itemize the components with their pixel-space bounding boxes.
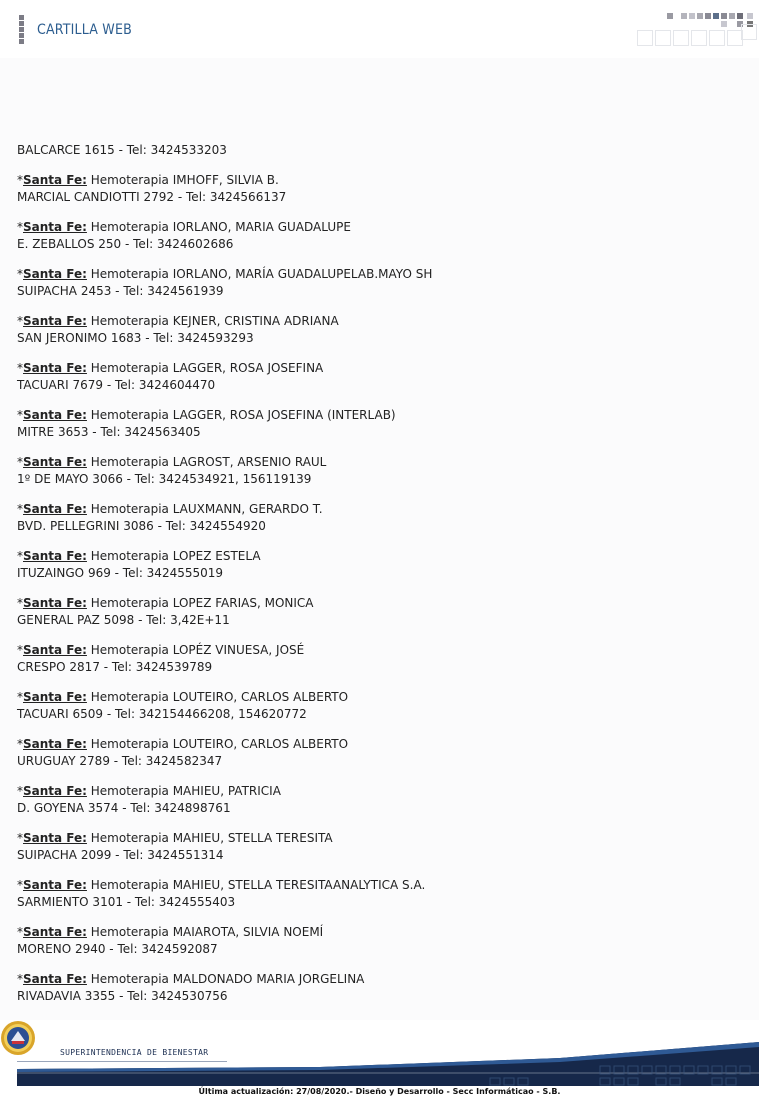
entry-prefix: * xyxy=(17,455,23,469)
entry-city: Santa Fe: xyxy=(23,502,87,516)
entry-description: Hemoterapia MAIAROTA, SILVIA NOEMÍ xyxy=(86,925,324,939)
entry-provider-line xyxy=(17,454,737,471)
entry-description: Hemoterapia LOPÉZ VINUESA, JOSÉ xyxy=(86,643,305,657)
entry-prefix: * xyxy=(17,173,23,187)
entry-description: Hemoterapia MAHIEU, STELLA TERESITAANALYTICA S.A. xyxy=(86,878,426,892)
listing-entry xyxy=(17,877,737,911)
entry-provider-line xyxy=(17,689,737,706)
entry-provider-line xyxy=(17,736,737,753)
entry-provider-line xyxy=(17,971,737,988)
entry-city: Santa Fe: xyxy=(23,737,87,751)
entry-prefix: * xyxy=(17,267,23,281)
logo-bar-segment xyxy=(19,33,24,38)
listing-entry xyxy=(17,407,737,441)
listing xyxy=(17,142,737,1005)
entry-description: Hemoterapia MAHIEU, STELLA TERESITA xyxy=(86,831,333,845)
listing-entry xyxy=(17,360,737,394)
entry-city: Santa Fe: xyxy=(23,784,87,798)
entry-city: Santa Fe: xyxy=(23,972,87,986)
entry-city: Santa Fe: xyxy=(23,596,87,610)
entry-address: SUIPACHA 2099 - Tel: 3424551314 xyxy=(17,848,224,862)
entry-address: D. GOYENA 3574 - Tel: 3424898761 xyxy=(17,801,231,815)
entry-description: Hemoterapia IORLANO, MARIA GUADALUPE xyxy=(86,220,351,234)
entry-description: Hemoterapia LAUXMANN, GERARDO T. xyxy=(86,502,323,516)
entry-description: Hemoterapia KEJNER, CRISTINA ADRIANA xyxy=(86,314,339,328)
entry-city: Santa Fe: xyxy=(23,267,87,281)
header-decoration xyxy=(629,10,759,50)
listing-entry xyxy=(17,595,737,629)
entry-address: TACUARI 7679 - Tel: 3424604470 xyxy=(17,378,216,392)
logo-bar-segment xyxy=(19,15,24,20)
entry-city: Santa Fe: xyxy=(23,878,87,892)
entry-prefix: * xyxy=(17,690,23,704)
listing-content xyxy=(0,58,759,1020)
listing-entry xyxy=(17,454,737,488)
entry-description: Hemoterapia IORLANO, MARÍA GUADALUPELAB.MAYO SH xyxy=(86,267,433,281)
entry-description: Hemoterapia LAGGER, ROSA JOSEFINA (INTERLAB) xyxy=(86,408,396,422)
listing-entry xyxy=(17,501,737,535)
entry-city: Santa Fe: xyxy=(23,173,87,187)
entry-city: Santa Fe: xyxy=(23,220,87,234)
entry-provider-line xyxy=(17,407,737,424)
entry-city: Santa Fe: xyxy=(23,831,87,845)
entry-address: MARCIAL CANDIOTTI 2792 - Tel: 3424566137 xyxy=(17,190,287,204)
entry-city: Santa Fe: xyxy=(23,314,87,328)
entry-address: ITUZAINGO 969 - Tel: 3424555019 xyxy=(17,566,224,580)
logo-bar-segment xyxy=(19,27,24,32)
entry-provider-line xyxy=(17,360,737,377)
entry-description: Hemoterapia IMHOFF, SILVIA B. xyxy=(86,173,279,187)
entry-address: E. ZEBALLOS 250 - Tel: 3424602686 xyxy=(17,237,234,251)
logo-bar-segment xyxy=(19,21,24,26)
entry-city: Santa Fe: xyxy=(23,408,87,422)
entry-prefix: * xyxy=(17,972,23,986)
entry-address: TACUARI 6509 - Tel: 342154466208, 154620772 xyxy=(17,707,307,721)
entry-provider-line xyxy=(17,924,737,941)
entry-description: Hemoterapia LAGROST, ARSENIO RAUL xyxy=(86,455,327,469)
entry-prefix: * xyxy=(17,784,23,798)
site-title: CARTILLA WEB xyxy=(37,22,132,38)
entry-prefix: * xyxy=(17,737,23,751)
listing-entry xyxy=(17,642,737,676)
entry-address: CRESPO 2817 - Tel: 3424539789 xyxy=(17,660,213,674)
entry-description: Hemoterapia LOPEZ ESTELA xyxy=(86,549,261,563)
entry-address: MITRE 3653 - Tel: 3424563405 xyxy=(17,425,201,439)
entry-prefix: * xyxy=(17,831,23,845)
entry-city: Santa Fe: xyxy=(23,925,87,939)
listing-entry xyxy=(17,313,737,347)
entry-description: Hemoterapia LOUTEIRO, CARLOS ALBERTO xyxy=(86,690,349,704)
entry-provider-line xyxy=(17,266,737,283)
listing-entry xyxy=(17,830,737,864)
listing-entry xyxy=(17,689,737,723)
entry-prefix: * xyxy=(17,596,23,610)
entry-address: SAN JERONIMO 1683 - Tel: 3424593293 xyxy=(17,331,254,345)
entry-address: 1º DE MAYO 3066 - Tel: 3424534921, 156119139 xyxy=(17,472,312,486)
entry-prefix: * xyxy=(17,502,23,516)
entry-prefix: * xyxy=(17,878,23,892)
entry-description: Hemoterapia MAHIEU, PATRICIA xyxy=(86,784,281,798)
entry-provider-line xyxy=(17,548,737,565)
entry-address: URUGUAY 2789 - Tel: 3424582347 xyxy=(17,754,223,768)
entry-description: Hemoterapia LOPEZ FARIAS, MONICA xyxy=(86,596,314,610)
entry-city: Santa Fe: xyxy=(23,690,87,704)
entry-provider-line xyxy=(17,642,737,659)
entry-address: GENERAL PAZ 5098 - Tel: 3,42E+11 xyxy=(17,613,230,627)
entry-prefix: * xyxy=(17,220,23,234)
listing-entry xyxy=(17,924,737,958)
continued-address: BALCARCE 1615 - Tel: 3424533203 xyxy=(17,143,227,157)
entries-list xyxy=(17,172,737,1005)
entry-provider-line xyxy=(17,783,737,800)
entry-address: SARMIENTO 3101 - Tel: 3424555403 xyxy=(17,895,236,909)
listing-entry xyxy=(17,266,737,300)
entry-description: Hemoterapia LOUTEIRO, CARLOS ALBERTO xyxy=(86,737,349,751)
entry-description: Hemoterapia MALDONADO MARIA JORGELINA xyxy=(86,972,365,986)
listing-entry xyxy=(17,548,737,582)
entry-city: Santa Fe: xyxy=(23,361,87,375)
logo-bar-segment xyxy=(19,39,24,44)
entry-address: RIVADAVIA 3355 - Tel: 3424530756 xyxy=(17,989,228,1003)
listing-entry xyxy=(17,783,737,817)
listing-entry xyxy=(17,172,737,206)
listing-entry xyxy=(17,219,737,253)
entry-city: Santa Fe: xyxy=(23,549,87,563)
entry-provider-line xyxy=(17,501,737,518)
entry-prefix: * xyxy=(17,925,23,939)
entry-city: Santa Fe: xyxy=(23,643,87,657)
organization-name: SUPERINTENDENCIA DE BIENESTAR xyxy=(60,1048,209,1057)
entry-provider-line xyxy=(17,830,737,847)
entry-description: Hemoterapia LAGGER, ROSA JOSEFINA xyxy=(86,361,324,375)
entry-city: Santa Fe: xyxy=(23,455,87,469)
entry-address: BVD. PELLEGRINI 3086 - Tel: 3424554920 xyxy=(17,519,266,533)
entry-provider-line xyxy=(17,595,737,612)
entry-provider-line xyxy=(17,313,737,330)
entry-provider-line xyxy=(17,219,737,236)
entry-prefix: * xyxy=(17,314,23,328)
entry-address: MORENO 2940 - Tel: 3424592087 xyxy=(17,942,218,956)
entry-prefix: * xyxy=(17,549,23,563)
entry-provider-line xyxy=(17,877,737,894)
last-updated-text: Última actualización: 27/08/2020.- Diseño y Desarrollo - Secc Informáticao - S.B. xyxy=(198,1087,561,1096)
entry-prefix: * xyxy=(17,408,23,422)
listing-entry xyxy=(17,736,737,770)
superintendencia-seal-icon xyxy=(0,1020,36,1056)
entry-address: SUIPACHA 2453 - Tel: 3424561939 xyxy=(17,284,224,298)
page-header xyxy=(0,0,759,58)
entry-prefix: * xyxy=(17,361,23,375)
entry-provider-line xyxy=(17,172,737,189)
entry-prefix: * xyxy=(17,643,23,657)
listing-entry xyxy=(17,971,737,1005)
